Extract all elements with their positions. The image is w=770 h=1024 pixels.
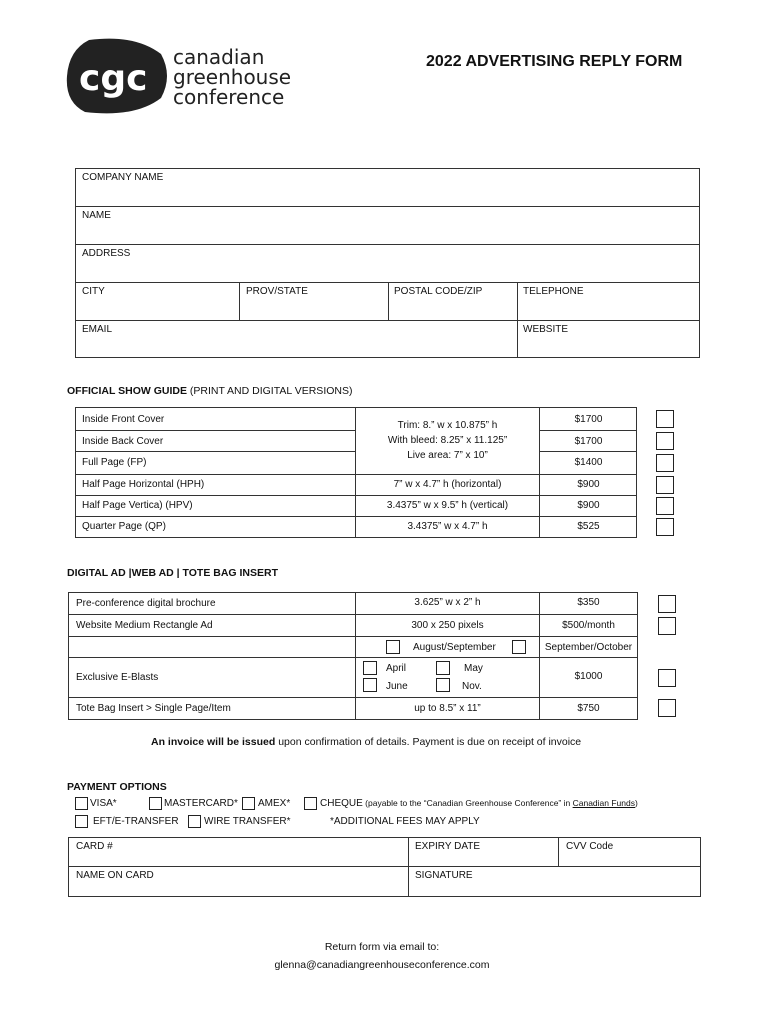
live-area-spec: Live area: 7” x 10”: [407, 450, 488, 461]
digital-heading: DIGITAL AD |WEB AD | TOTE BAG INSERT: [67, 567, 279, 579]
return-instructions: Return form via email to:: [324, 941, 440, 953]
page-title: 2022 ADVERTISING REPLY FORM: [426, 53, 683, 70]
june-checkbox[interactable]: [363, 678, 377, 692]
logo-line-3: conference: [173, 85, 285, 109]
table-row-label: Half Page Horizontal (HPH): [82, 479, 205, 490]
table-row-label: Inside Front Cover: [82, 414, 165, 425]
full-page-checkbox[interactable]: [656, 454, 674, 472]
eft-label: EFT/E-TRANSFER: [93, 816, 179, 827]
table-cell-price: $1700: [574, 436, 603, 447]
name-field[interactable]: NAME: [82, 210, 111, 221]
show-guide-heading: OFFICIAL SHOW GUIDE (PRINT AND DIGITAL VERSIONS): [67, 385, 353, 397]
nov-label: Nov.: [462, 681, 482, 692]
cvv-field[interactable]: CVV Code: [566, 841, 614, 852]
table-row-label: Tote Bag Insert > Single Page/Item: [76, 703, 231, 714]
city-field[interactable]: CITY: [82, 286, 105, 297]
visa-label: VISA*: [90, 798, 117, 809]
table-cell-price: $1400: [574, 457, 603, 468]
tote-bag-checkbox[interactable]: [658, 699, 676, 717]
nov-checkbox[interactable]: [436, 678, 450, 692]
table-cell-price: $900: [577, 500, 600, 511]
table-cell-size: up to 8.5” x 11”: [414, 703, 481, 714]
table-cell-price: $1000: [574, 671, 603, 682]
website-field[interactable]: WEBSITE: [523, 324, 569, 335]
contact-info-box: [75, 168, 700, 358]
aug-sep-checkbox[interactable]: [386, 640, 400, 654]
visa-checkbox[interactable]: [75, 797, 88, 810]
table-cell-price: $350: [577, 597, 600, 608]
mastercard-label: MASTERCARD*: [164, 798, 238, 809]
table-cell-price: $525: [577, 521, 600, 532]
wire-checkbox[interactable]: [188, 815, 201, 828]
eblasts-checkbox[interactable]: [658, 669, 676, 687]
may-checkbox[interactable]: [436, 661, 450, 675]
quarter-page-checkbox[interactable]: [656, 518, 674, 536]
prov-state-field[interactable]: PROV/STATE: [246, 286, 308, 297]
address-field[interactable]: ADDRESS: [82, 248, 131, 259]
sep-oct-label: September/October: [544, 642, 633, 653]
invoice-note: An invoice will be issued upon confirmation of details. Payment is due on receipt of invoice: [151, 736, 582, 748]
eft-checkbox[interactable]: [75, 815, 88, 828]
table-cell-price: $750: [577, 703, 600, 714]
brochure-checkbox[interactable]: [658, 595, 676, 613]
may-label: May: [464, 663, 483, 674]
payment-heading: PAYMENT OPTIONS: [67, 781, 167, 793]
table-row-label: Pre-conference digital brochure: [76, 598, 216, 609]
june-label: June: [386, 681, 408, 692]
table-cell-price: $1700: [574, 414, 603, 425]
table-cell-price: $500/month: [562, 620, 615, 631]
telephone-field[interactable]: TELEPHONE: [523, 286, 584, 297]
return-email-link[interactable]: glenna@canadiangreenhouseconference.com: [274, 959, 490, 971]
name-on-card-field[interactable]: NAME ON CARD: [76, 870, 154, 881]
table-row-label: Half Page Vertica) (HPV): [82, 500, 193, 511]
wire-label: WIRE TRANSFER*: [204, 816, 291, 827]
table-row-label: Exclusive E-Blasts: [76, 672, 159, 683]
table-cell-price: $900: [577, 479, 600, 490]
mastercard-checkbox[interactable]: [149, 797, 162, 810]
additional-fees-note: *ADDITIONAL FEES MAY APPLY: [330, 816, 480, 827]
table-cell-size: 3.4375” w x 9.5” h (vertical): [386, 500, 509, 511]
inside-front-cover-checkbox[interactable]: [656, 410, 674, 428]
company-name-field[interactable]: COMPANY NAME: [82, 172, 164, 183]
digital-table: [68, 592, 638, 720]
table-cell-size: 7” w x 4.7” h (horizontal): [393, 479, 502, 490]
card-number-field[interactable]: CARD #: [76, 841, 113, 852]
table-cell-size: 3.4375” w x 4.7” h: [407, 521, 488, 532]
trim-spec: Trim: 8.” w x 10.875” h: [397, 420, 498, 431]
april-checkbox[interactable]: [363, 661, 377, 675]
logo-mark-text: cgc: [79, 58, 148, 99]
table-cell-size: 300 x 250 pixels: [411, 620, 484, 631]
sep-oct-checkbox[interactable]: [512, 640, 526, 654]
cheque-label: CHEQUE (payable to the “Canadian Greenhouse Conference” in Canadian Funds): [320, 798, 638, 809]
logo-line-2: greenhouse: [173, 65, 292, 89]
table-cell-size: 3.625” w x 2” h: [414, 597, 481, 608]
postal-code-field[interactable]: POSTAL CODE/ZIP: [394, 286, 483, 297]
amex-label: AMEX*: [258, 798, 291, 809]
april-label: April: [386, 663, 407, 674]
website-ad-checkbox[interactable]: [658, 617, 676, 635]
table-row-label: Inside Back Cover: [82, 436, 164, 447]
half-page-vertical-checkbox[interactable]: [656, 497, 674, 515]
amex-checkbox[interactable]: [242, 797, 255, 810]
half-page-horizontal-checkbox[interactable]: [656, 476, 674, 494]
email-field[interactable]: EMAIL: [82, 324, 113, 335]
table-row-label: Full Page (FP): [82, 457, 147, 468]
bleed-spec: With bleed: 8.25” x 11.125”: [387, 435, 508, 446]
cgc-logo-mark: [65, 36, 173, 116]
table-row-label: Quarter Page (QP): [82, 521, 166, 532]
inside-back-cover-checkbox[interactable]: [656, 432, 674, 450]
signature-field[interactable]: SIGNATURE: [415, 870, 473, 881]
cheque-checkbox[interactable]: [304, 797, 317, 810]
table-row-label: Website Medium Rectangle Ad: [76, 620, 213, 631]
aug-sep-label: August/September: [413, 642, 496, 653]
expiry-date-field[interactable]: EXPIRY DATE: [415, 841, 481, 852]
logo-line-1: canadian: [173, 45, 265, 69]
